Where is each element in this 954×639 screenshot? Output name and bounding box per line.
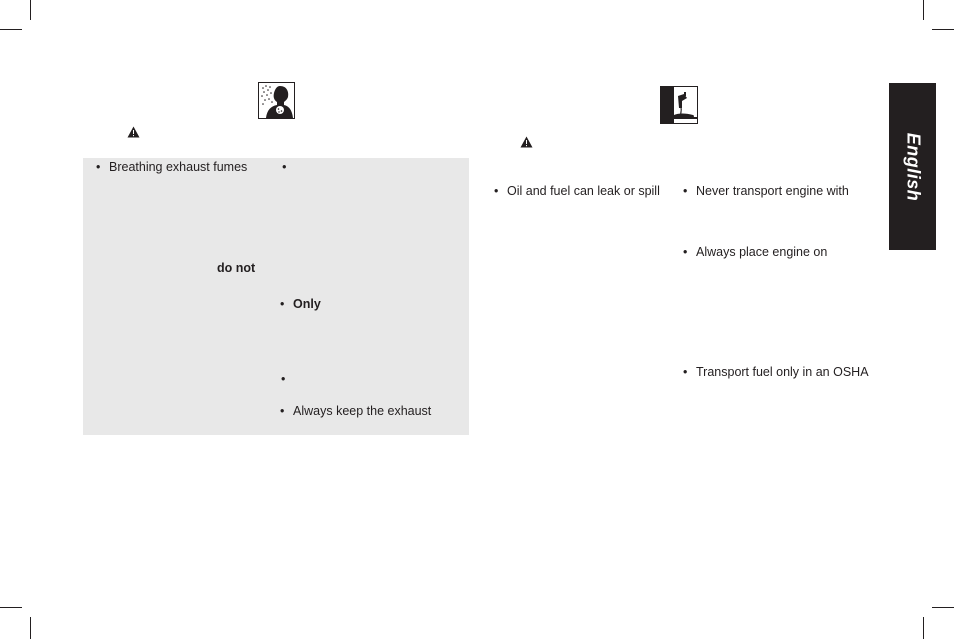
fuel-spill-icon bbox=[660, 86, 698, 124]
exhaust-keep-text: Always keep the exhaust bbox=[293, 404, 432, 418]
crop-mark bbox=[30, 617, 31, 639]
bullet: • bbox=[281, 372, 286, 386]
crop-mark bbox=[0, 29, 22, 30]
bullet: • bbox=[282, 160, 287, 174]
crop-mark bbox=[923, 0, 924, 20]
exhaust-fumes-icon bbox=[258, 82, 295, 119]
crop-mark bbox=[30, 0, 31, 20]
exhaust-fumes-text: Breathing exhaust fumes bbox=[109, 160, 248, 174]
transport-fuel-text: Transport fuel only in an OSHA bbox=[696, 365, 869, 379]
bullet: • bbox=[280, 297, 285, 311]
bullet: • bbox=[683, 365, 688, 379]
crop-mark bbox=[932, 607, 954, 608]
bullet: • bbox=[96, 160, 101, 174]
do-not-text: do not bbox=[217, 261, 256, 275]
crop-mark bbox=[923, 617, 924, 639]
language-tab bbox=[889, 83, 936, 250]
bullet: • bbox=[683, 184, 688, 198]
exhaust-warning-box bbox=[83, 158, 469, 435]
warning-triangle-icon bbox=[127, 126, 140, 138]
place-engine-text: Always place engine on bbox=[696, 245, 828, 259]
crop-mark bbox=[932, 29, 954, 30]
warning-triangle-icon bbox=[520, 136, 533, 148]
crop-mark bbox=[0, 607, 22, 608]
oil-fuel-leak-text: Oil and fuel can leak or spill bbox=[507, 184, 660, 198]
never-transport-text: Never transport engine with bbox=[696, 184, 849, 198]
bullet: • bbox=[494, 184, 499, 198]
bullet: • bbox=[280, 404, 285, 418]
bullet: • bbox=[683, 245, 688, 259]
language-tab-label: English bbox=[903, 132, 923, 201]
only-text: Only bbox=[293, 297, 321, 311]
